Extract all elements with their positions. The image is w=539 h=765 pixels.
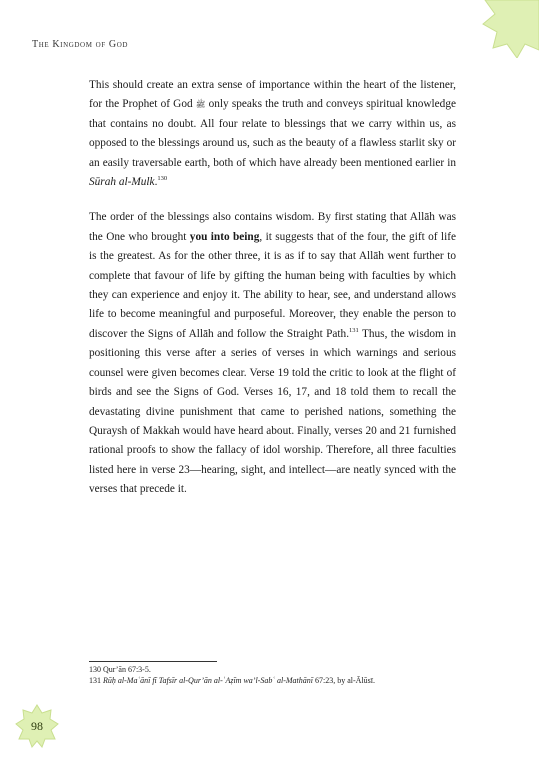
emphasis-phrase: you into being xyxy=(189,230,260,243)
text-run: This should create an extra sense of importance within the heart of the listener, for the Prophet of God xyxy=(89,79,456,111)
footnote-text: Qur’ān 67:3-5. xyxy=(103,665,151,674)
text-run: Thus, the wisdom in positioning this verse after a series of verses in which warnings and serious counsel were given becomes clear. Verse 19 told the critic to look at the flight of birds and see the Signs of God. Verses 16, 17, and 18 told them to recall the devastating divine punishment that came to perished nations, something the Quraysh of Makkah would have heard about. Finally, verses 20 and 21 furnished rational proofs to show the fallacy of idol worship. Therefore, all three faculties listed here in verse 23—hearing, sight, and intellect—are neatly synced with the verses that precede it. xyxy=(89,327,456,496)
footnote-reference-131[interactable]: 131 xyxy=(349,327,359,335)
footnote-number: 130 xyxy=(89,665,101,674)
page-number: 98 xyxy=(31,719,43,733)
text-run: , it suggests that of the four, the gift of life is the greatest. As for the other three, it is as if to say that Allāh went further to complete that favour of life by gifting the human being with faculties by which they can experience and enjoy it. The ability to hear, see, and understand allows life to become meaningful and purposeful. Moreover, they enable the person to discover the Signs of Allāh and follow the Straight Path. xyxy=(89,230,456,340)
footnote-131 xyxy=(89,675,456,686)
corner-star-ornament xyxy=(477,0,539,58)
footnote-divider xyxy=(89,661,217,662)
running-head: The Kingdom of God xyxy=(32,39,129,50)
surah-title: Sūrah al-Mulk xyxy=(89,176,155,189)
footnote-reference-130[interactable]: 130 xyxy=(157,175,168,183)
footnote-130 xyxy=(89,664,456,675)
text-run: The order of the blessings also contains wisdom. By first stating that Allāh was the One who brought xyxy=(89,211,456,243)
text-run: . xyxy=(154,176,158,189)
footnote-book-title: Rūḥ al-Maʿānī fī Tafsīr al-Qur’ān al-ʿAẓīm wa’l-Sabʿ al-Mathānī xyxy=(103,676,313,685)
salutation-glyph: ﷺ xyxy=(195,100,206,110)
footnote-number: 131 xyxy=(89,676,101,685)
footnote-text: 67:23, by al-Ālūsī. xyxy=(313,676,375,685)
paragraph-1 xyxy=(89,76,456,192)
text-run: only speaks the truth and conveys spiritual knowledge that contains no doubt. All four relate to blessings that we carry within us, as opposed to the blessings around us, such as the beauty of a flawless starlit sky or an easily traversable earth, both of which have already been mentioned earlier in xyxy=(89,98,456,169)
paragraph-2 xyxy=(89,208,456,499)
footnotes xyxy=(89,664,456,686)
main-text xyxy=(89,76,456,516)
